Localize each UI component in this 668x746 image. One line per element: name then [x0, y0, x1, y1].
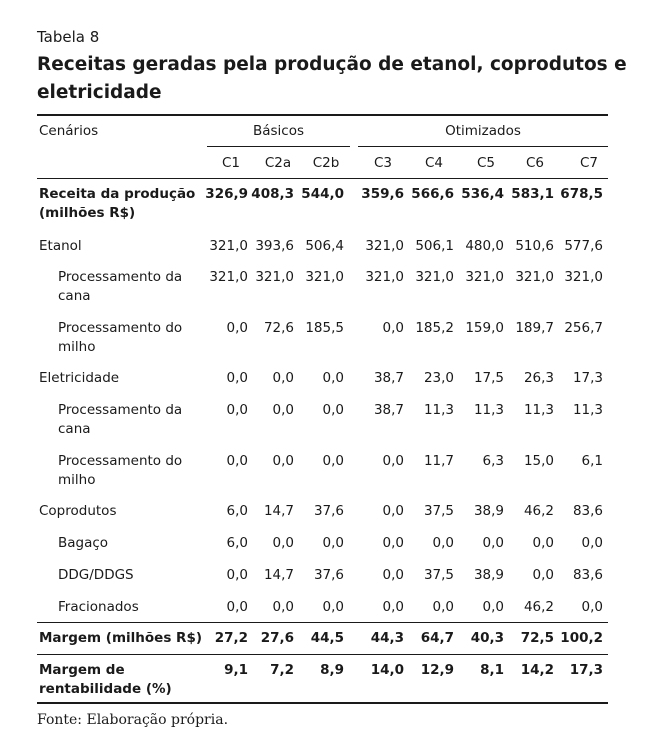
margem-rule [37, 622, 608, 623]
otimizados-rule [358, 146, 608, 147]
column-header-c2b: C2b [312, 155, 340, 171]
table-cell: 23,0 [423, 370, 454, 386]
table-cell: 8,9 [320, 662, 344, 678]
table-cell: 678,5 [560, 186, 603, 202]
group-basicos: Básicos [252, 123, 305, 139]
table-cell: 510,6 [515, 238, 554, 254]
table-cell: 0,0 [482, 535, 504, 551]
table-cell: 0,0 [432, 535, 454, 551]
table-cell: 6,1 [581, 453, 603, 469]
row-label: Margem de rentabilidade (%) [39, 662, 172, 697]
table-cell: 38,9 [473, 567, 504, 583]
table-cell: 27,2 [214, 630, 248, 646]
table-cell: 256,7 [564, 320, 603, 336]
table-cell: 0,0 [322, 535, 344, 551]
table-cell: 17,3 [572, 370, 603, 386]
table-cell: 38,7 [373, 370, 404, 386]
table-cell: 0,0 [272, 453, 294, 469]
row-label: Eletricidade [39, 370, 120, 386]
top-rule [37, 114, 608, 116]
table-cell: 11,3 [523, 402, 554, 418]
table-cell: 0,0 [272, 370, 294, 386]
row-label: Processamento do milho [58, 320, 183, 355]
table-cell: 37,6 [313, 567, 344, 583]
table-cell: 11,3 [572, 402, 603, 418]
table-cell: 326,9 [205, 186, 248, 202]
table-cell: 8,1 [480, 662, 504, 678]
table-cell: 0,0 [432, 599, 454, 615]
table-cell: 321,0 [255, 269, 294, 285]
column-header-c3: C3 [373, 155, 392, 171]
row-label: DDG/DDGS [58, 567, 134, 583]
row-label: Processamento do milho [58, 453, 183, 488]
table-title: Receitas geradas pela produção de etanol, coprodutos e eletricidade [37, 54, 627, 103]
bottom-rule [37, 702, 608, 704]
table-cell: 0,0 [272, 535, 294, 551]
table-cell: 0,0 [581, 535, 603, 551]
table-cell: 11,3 [473, 402, 504, 418]
table-cell: 72,5 [520, 630, 554, 646]
table-cell: 185,5 [305, 320, 344, 336]
table-cell: 321,0 [365, 238, 404, 254]
stub-header: Cenários [39, 123, 99, 139]
table-cell: 83,6 [572, 567, 603, 583]
table-cell: 6,0 [226, 503, 248, 519]
table-cell: 0,0 [226, 402, 248, 418]
column-header-c1: C1 [221, 155, 240, 171]
table-cell: 14,7 [263, 503, 294, 519]
table-cell: 506,4 [305, 238, 344, 254]
table-cell: 11,7 [423, 453, 454, 469]
table-cell: 159,0 [465, 320, 504, 336]
table-cell: 321,0 [365, 269, 404, 285]
table-cell: 566,6 [411, 186, 454, 202]
source-note: Fonte: Elaboração própria. [37, 712, 229, 728]
table-cell: 37,5 [423, 503, 454, 519]
table-cell: 480,0 [465, 238, 504, 254]
table-cell: 185,2 [415, 320, 454, 336]
row-label: Etanol [39, 238, 82, 254]
table-cell: 0,0 [532, 567, 554, 583]
table-cell: 0,0 [532, 535, 554, 551]
table-cell: 44,3 [370, 630, 404, 646]
row-label: Receita da produção (milhões R$) [39, 186, 196, 221]
table-cell: 0,0 [382, 503, 404, 519]
table-cell: 321,0 [415, 269, 454, 285]
table-cell: 577,6 [564, 238, 603, 254]
group-otimizados: Otimizados [445, 123, 521, 139]
table-cell: 321,0 [465, 269, 504, 285]
table-cell: 359,6 [361, 186, 404, 202]
column-header-c2a: C2a [264, 155, 292, 171]
table-cell: 11,3 [423, 402, 454, 418]
table-cell: 506,1 [415, 238, 454, 254]
table-cell: 72,6 [263, 320, 294, 336]
table-cell: 321,0 [209, 269, 248, 285]
column-header-c6: C6 [525, 155, 544, 171]
table-cell: 0,0 [226, 453, 248, 469]
table-cell: 536,4 [461, 186, 504, 202]
table-cell: 44,5 [310, 630, 344, 646]
table-cell: 0,0 [382, 599, 404, 615]
table-cell: 64,7 [420, 630, 454, 646]
table-cell: 7,2 [270, 662, 294, 678]
table-cell: 0,0 [226, 599, 248, 615]
table-cell: 0,0 [382, 535, 404, 551]
table-cell: 189,7 [515, 320, 554, 336]
table-cell: 393,6 [255, 238, 294, 254]
table-cell: 0,0 [322, 599, 344, 615]
column-header-c4: C4 [424, 155, 443, 171]
row-label: Fracionados [58, 599, 139, 615]
table-cell: 14,0 [370, 662, 404, 678]
table-cell: 0,0 [226, 320, 248, 336]
table-cell: 9,1 [224, 662, 248, 678]
rentabilidade-rule [37, 654, 608, 655]
table-cell: 40,3 [470, 630, 504, 646]
table-cell: 321,0 [515, 269, 554, 285]
table-cell: 14,2 [520, 662, 554, 678]
table-cell: 17,5 [473, 370, 504, 386]
table-cell: 0,0 [322, 402, 344, 418]
table-cell: 583,1 [511, 186, 554, 202]
header-rule [37, 178, 608, 179]
row-label: Bagaço [58, 535, 109, 551]
row-label: Margem (milhões R$) [39, 630, 203, 646]
table-cell: 0,0 [226, 567, 248, 583]
table-cell: 0,0 [382, 567, 404, 583]
table-cell: 37,6 [313, 503, 344, 519]
row-label: Processamento da cana [58, 269, 183, 304]
row-label: Coprodutos [39, 503, 117, 519]
column-header-c5: C5 [476, 155, 495, 171]
table-cell: 37,5 [423, 567, 454, 583]
table-cell: 0,0 [581, 599, 603, 615]
table-cell: 0,0 [322, 453, 344, 469]
table-cell: 17,3 [569, 662, 603, 678]
table-cell: 26,3 [523, 370, 554, 386]
table-cell: 321,0 [564, 269, 603, 285]
table-cell: 12,9 [420, 662, 454, 678]
basicos-rule [207, 146, 350, 147]
table-cell: 0,0 [322, 370, 344, 386]
table-cell: 27,6 [260, 630, 294, 646]
table-cell: 0,0 [272, 402, 294, 418]
table-cell: 14,7 [263, 567, 294, 583]
table-cell: 0,0 [382, 453, 404, 469]
table-cell: 0,0 [226, 370, 248, 386]
row-label: Processamento da cana [58, 402, 183, 437]
table-cell: 6,3 [482, 453, 504, 469]
table-cell: 38,9 [473, 503, 504, 519]
table-label: Tabela 8 [37, 28, 100, 46]
table-cell: 321,0 [209, 238, 248, 254]
table-cell: 0,0 [382, 320, 404, 336]
table-cell: 0,0 [272, 599, 294, 615]
table-cell: 46,2 [523, 599, 554, 615]
table-cell: 0,0 [482, 599, 504, 615]
table-cell: 6,0 [226, 535, 248, 551]
table-cell: 544,0 [301, 186, 344, 202]
table-cell: 38,7 [373, 402, 404, 418]
table-cell: 100,2 [560, 630, 603, 646]
table-cell: 46,2 [523, 503, 554, 519]
table-cell: 15,0 [523, 453, 554, 469]
table-cell: 83,6 [572, 503, 603, 519]
table-cell: 321,0 [305, 269, 344, 285]
column-header-c7: C7 [579, 155, 598, 171]
table-cell: 408,3 [251, 186, 294, 202]
